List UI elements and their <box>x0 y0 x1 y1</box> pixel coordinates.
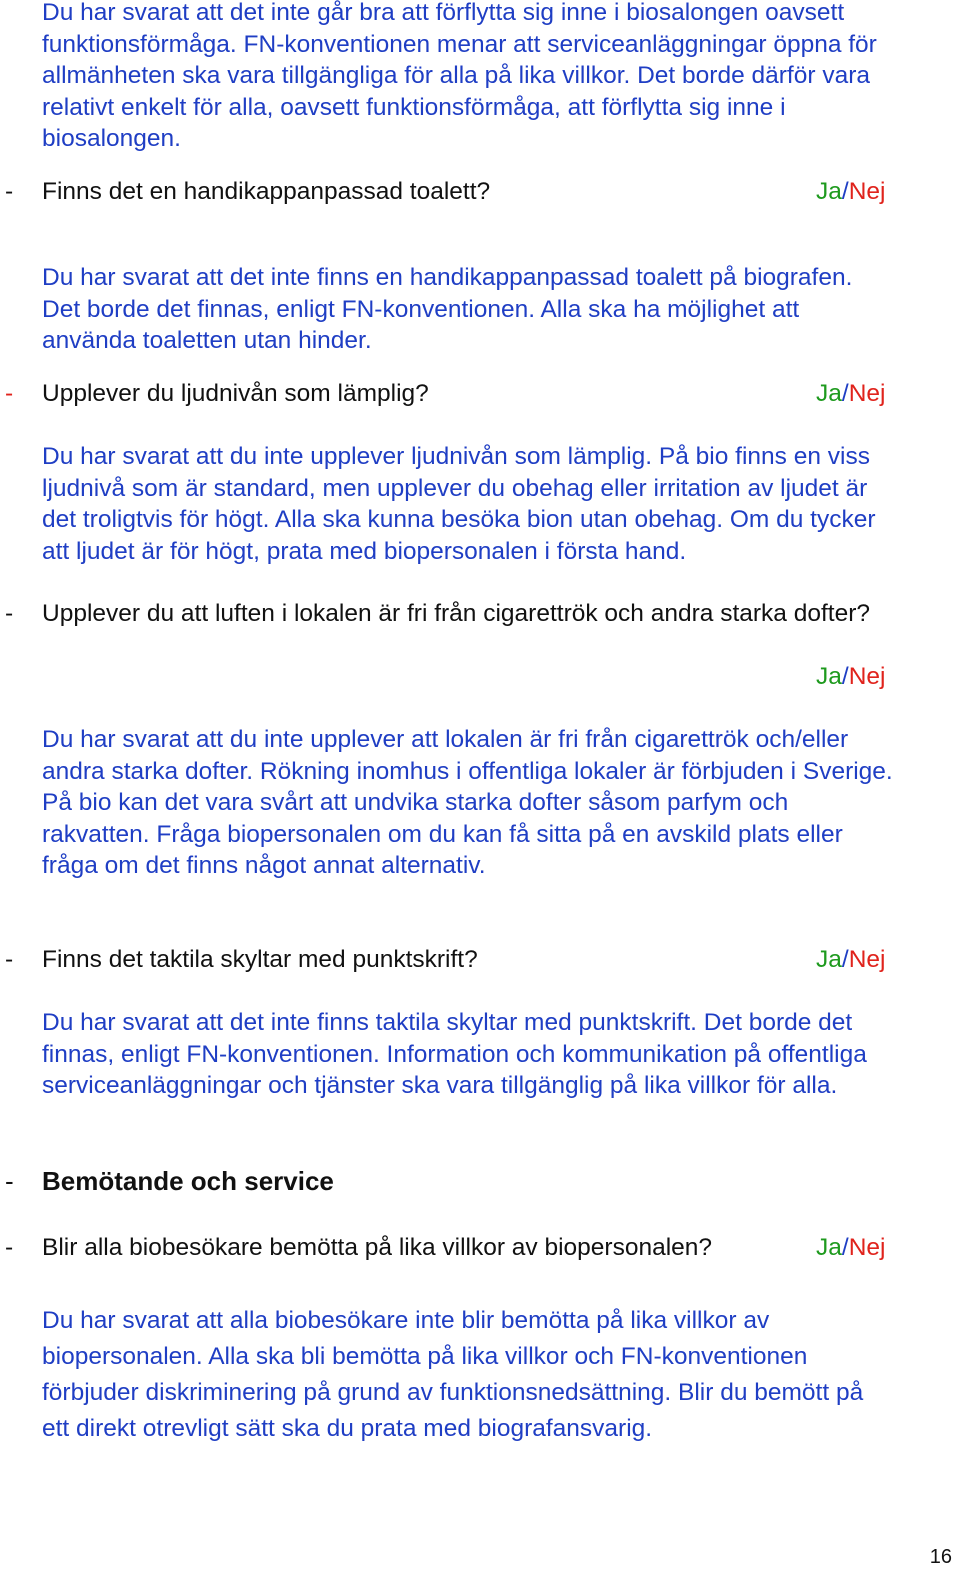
paragraph-line: Du har svarat att det inte går bra att förflytta sig inne i biosalongen oavsett <box>42 0 845 26</box>
paragraph-line: förbjuder diskriminering på grund av funktionsnedsättning. Blir du bemött på <box>42 1379 864 1406</box>
air-quality-feedback-paragraph <box>42 724 954 882</box>
air-quality-answer-row <box>0 661 960 693</box>
answer-nej[interactable]: Nej <box>848 663 886 690</box>
paragraph-line: funktionsförmåga. FN-konventionen menar att serviceanläggningar öppna för <box>42 30 877 58</box>
paragraph-line: ljudnivå som är standard, men upplever du obehag eller irritation av ljudet är <box>42 474 868 502</box>
paragraph-line: Du har svarat att du inte upplever att lokalen är fri från cigarettrök och/eller <box>42 726 849 753</box>
paragraph-line: Du har svarat att det inte finns en handikappanpassad toalett på biografen. <box>42 264 853 291</box>
answer-ja[interactable]: Ja <box>816 1234 842 1261</box>
answer-slash: / <box>841 663 849 690</box>
bullet-dash: - <box>5 380 14 407</box>
paragraph-line: På bio kan det vara svårt att undvika starka dofter såsom parfym och <box>42 789 789 816</box>
answer-options <box>816 176 885 208</box>
paragraph-line: biosalongen. <box>42 125 181 152</box>
bullet-dash: - <box>5 1166 14 1196</box>
answer-nej[interactable]: Nej <box>848 946 886 973</box>
answer-ja[interactable]: Ja <box>816 178 842 205</box>
answer-options <box>816 661 885 693</box>
paragraph-line: serviceanläggningar och tjänster ska vara tillgänglig på lika villkor för alla. <box>42 1072 838 1099</box>
paragraph-line: att ljudet är för högt, prata med biopersonalen i första hand. <box>42 537 687 565</box>
answer-ja[interactable]: Ja <box>816 946 842 973</box>
answer-nej[interactable]: Nej <box>848 178 886 205</box>
answer-slash: / <box>841 380 849 407</box>
bullet-dash: - <box>5 600 14 627</box>
paragraph-line: Du har svarat att det inte finns taktila skyltar med punktskrift. Det borde det <box>42 1009 853 1036</box>
question-sound-level <box>0 378 960 410</box>
paragraph-line: ett direkt otrevligt sätt ska du prata med biografansvarig. <box>42 1415 653 1442</box>
question-text: Upplever du att luften i lokalen är fri från cigarettrök och andra starka dofter? <box>42 600 870 627</box>
bullet-dash: - <box>5 178 14 205</box>
question-tactile-signs <box>0 944 960 976</box>
bullet-dash: - <box>5 1234 14 1261</box>
paragraph-line: det troligtvis för högt. Alla ska kunna besöka bion utan obehag. Om du tycker <box>42 506 876 533</box>
answer-options <box>816 944 885 976</box>
paragraph-line: använda toaletten utan hinder. <box>42 327 372 354</box>
paragraph-line: finnas, enligt FN-konventionen. Information och kommunikation på offentliga <box>42 1040 867 1068</box>
answer-slash: / <box>841 1234 849 1261</box>
answer-options <box>816 1232 885 1264</box>
answer-nej[interactable]: Nej <box>848 380 886 407</box>
answer-nej[interactable]: Nej <box>848 1234 886 1261</box>
paragraph-line: Du har svarat att alla biobesökare inte blir bemötta på lika villkor av <box>42 1307 770 1334</box>
section-heading <box>0 1165 960 1197</box>
paragraph-line: andra starka dofter. Rökning inomhus i offentliga lokaler är förbjuden i Sverige. <box>42 757 893 785</box>
equal-treatment-feedback-paragraph <box>42 1303 954 1447</box>
question-text: Finns det en handikappanpassad toalett? <box>42 178 491 205</box>
question-equal-treatment <box>0 1232 960 1264</box>
answer-ja[interactable]: Ja <box>816 663 842 690</box>
question-air-quality <box>0 598 960 630</box>
question-text: Blir alla biobesökare bemötta på lika villkor av biopersonalen? <box>42 1234 713 1261</box>
paragraph-line: rakvatten. Fråga biopersonalen om du kan få sitta på en avskild plats eller <box>42 820 843 848</box>
paragraph-line: fråga om det finns något annat alternativ. <box>42 852 486 879</box>
answer-slash: / <box>841 178 849 205</box>
tactile-signs-feedback-paragraph <box>42 1007 954 1102</box>
paragraph-line: biopersonalen. Alla ska bli bemötta på lika villkor och FN-konventionen <box>42 1343 808 1370</box>
sound-feedback-paragraph <box>42 441 954 567</box>
question-text: Finns det taktila skyltar med punktskrift? <box>42 946 478 973</box>
answer-slash: / <box>841 946 849 973</box>
toilet-feedback-paragraph <box>42 262 954 357</box>
question-text: Upplever du ljudnivån som lämplig? <box>42 380 429 407</box>
page-number: 16 <box>929 1546 952 1568</box>
answer-ja[interactable]: Ja <box>816 380 842 407</box>
paragraph-line: allmänheten ska vara tillgängliga för alla på lika villkor. Det borde därför vara <box>42 62 870 89</box>
intro-feedback-paragraph <box>42 0 954 155</box>
paragraph-line: Du har svarat att du inte upplever ljudnivån som lämplig. På bio finns en viss <box>42 443 870 470</box>
section-heading-text: Bemötande och service <box>42 1166 334 1196</box>
question-toilet <box>0 176 960 208</box>
paragraph-line: Det borde det finnas, enligt FN-konventionen. Alla ska ha möjlighet att <box>42 295 800 323</box>
bullet-dash: - <box>5 946 14 973</box>
paragraph-line: relativt enkelt för alla, oavsett funktionsförmåga, att förflytta sig inne i <box>42 93 786 121</box>
answer-options <box>816 378 885 410</box>
